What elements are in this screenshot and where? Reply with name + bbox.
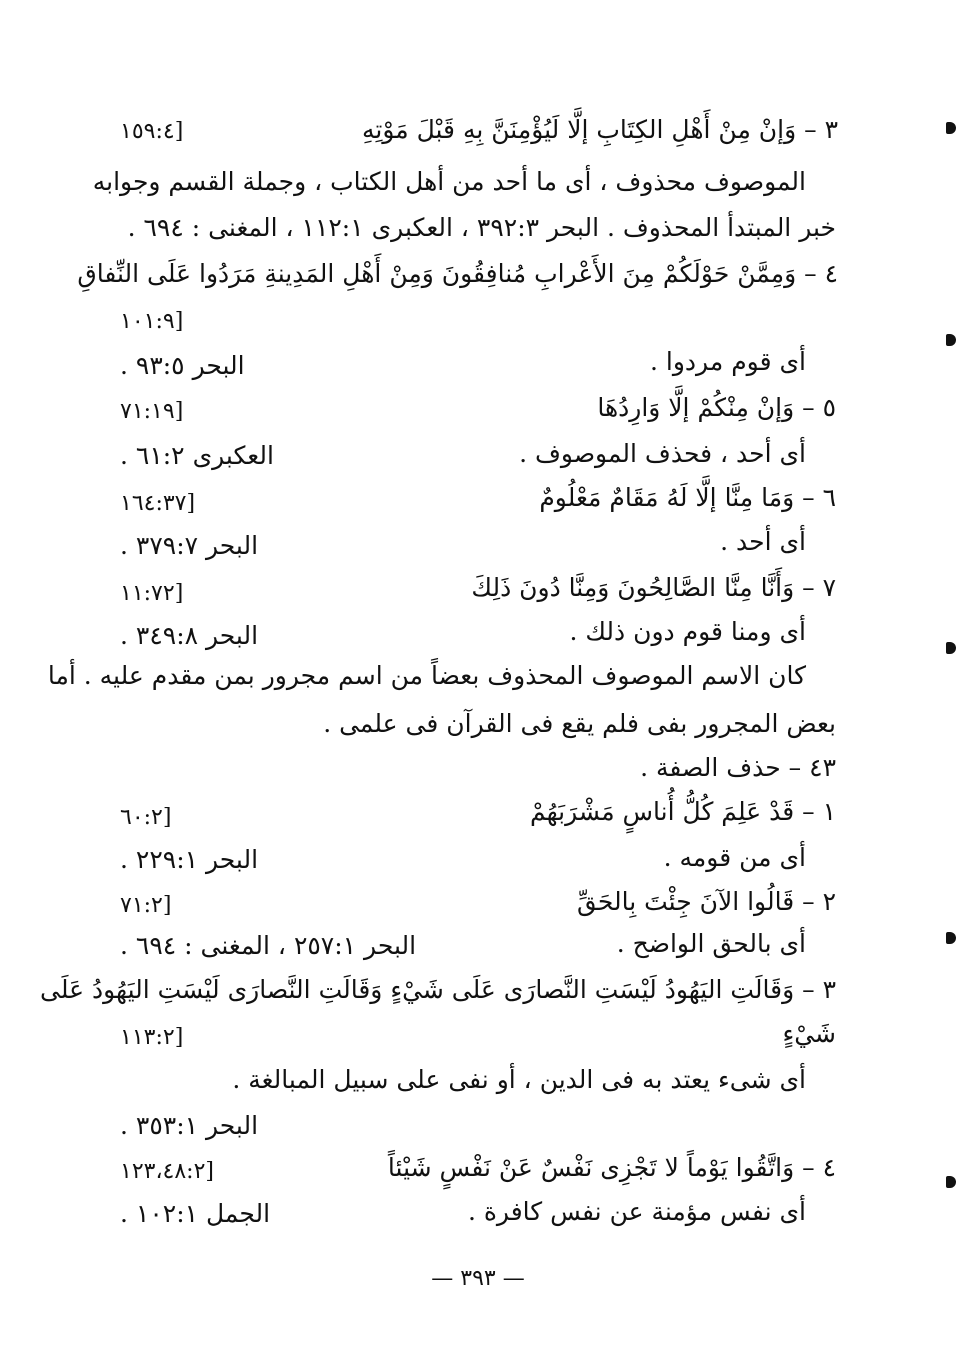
binding-mark xyxy=(946,334,956,346)
verse-6-text: ٦ – وَمَا مِنَّا إلَّا لَهُ مَقَامٌ مَعْلُومٌ xyxy=(539,483,836,512)
binding-mark xyxy=(946,122,956,134)
source-ref: العكبرى ٦١:٢ . xyxy=(120,441,274,470)
section-heading: ٤٣ – حذف الصفة . xyxy=(640,753,836,782)
verse-7-text: ٧ – وَأَنَّا مِنَّا الصَّالِحُونَ وَمِنَّا دُونَ ذَلِكَ xyxy=(471,573,836,602)
verse-3b-text: ٣ – وَقَالَتِ اليَهُودُ لَيْسَتِ النَّصارَى عَلَى شَيْءٍ وَقَالَتِ النَّصارَى لَيْسَتِ اليَهُودُ عَلَى xyxy=(40,975,836,1004)
verse-4-text: ٤ – وَمِمَّنْ حَوْلَكُمْ مِنَ الأَعْرابِ مُنافِقُونَ وَمِنْ أَهْلِ المَدِينةِ مَرَدُوا عَلَى النِّفاقِ xyxy=(77,259,838,288)
source-ref: البحر ٢٢٩:١ . xyxy=(120,845,259,874)
source-ref: البحر ٢٥٧:١ ، المغنى : ٦٩٤ . xyxy=(120,931,417,960)
verse-2-ref: [٧١:٢ xyxy=(120,893,172,918)
verse-1-ref: [٦٠:٢ xyxy=(120,805,172,830)
verse-4b-text: ٤ – وَاتَّقُوا يَوْماً لا تَجْزِى نَفْسٌ عَنْ نَفْسٍ شَيْئاً xyxy=(387,1153,836,1182)
gloss-line: أى أحد . xyxy=(720,527,806,556)
verse-5-ref: [٧١:١٩ xyxy=(120,399,184,424)
verse-6-ref: [١٦٤:٣٧ xyxy=(120,491,196,516)
verse-3-ref: [١٥٩:٤ xyxy=(120,119,184,144)
page-number-text: — ٣٩٣ — xyxy=(431,1266,525,1291)
verse-4-ref: [١٠١:٩ xyxy=(120,309,184,334)
verse-1-text: ١ – قَدْ عَلِمَ كُلُّ أُناسٍ مَشْرَبَهُمْ xyxy=(529,797,836,826)
commentary-line: الموصوف محذوف ، أى ما أحد من أهل الكتاب ، وجملة القسم وجوابه xyxy=(92,167,806,196)
gloss-line: أى بالحق الواضح . xyxy=(616,929,806,958)
page-number xyxy=(0,1266,956,1291)
source-ref: البحر ٣٧٩:٧ . xyxy=(120,531,259,560)
verse-3-text: ٣ – وَإنْ مِنْ أَهْلِ الكِتَابِ إلَّا لَيُؤْمِنَنَّ بِهِ قَبْلَ مَوْتِهِ xyxy=(361,115,838,144)
verse-4b-ref: [١٢٣،٤٨:٢ xyxy=(120,1159,215,1184)
commentary-line: كان الاسم الموصوف المحذوف بعضاً من اسم مجرور بمن مقدم عليه . أما xyxy=(47,661,806,690)
gloss-line: أى قوم مردوا . xyxy=(650,347,806,376)
source-ref: البحر ٣٥٣:١ . xyxy=(120,1111,259,1140)
binding-mark xyxy=(946,1176,956,1188)
source-ref: الجمل ١٠٢:١ . xyxy=(120,1199,271,1228)
gloss-line: أى ومنا قوم دون ذلك . xyxy=(569,617,806,646)
gloss-line: أى من قومه . xyxy=(663,843,806,872)
verse-5-text: ٥ – وَإنْ مِنْكُمْ إلَّا وَارِدُهَا xyxy=(597,393,836,422)
gloss-line: أى أحد ، فحذف الموصوف . xyxy=(519,439,806,468)
verse-3b-ref: [١١٣:٢ xyxy=(120,1025,184,1050)
verse-2-text: ٢ – قَالُوا الآنَ جِئْتَ بِالحَقِّ xyxy=(576,887,836,916)
source-ref: البحر ٣٤٩:٨ . xyxy=(120,621,259,650)
binding-mark xyxy=(946,642,956,654)
binding-mark xyxy=(946,932,956,944)
source-ref: البحر ٩٣:٥ . xyxy=(120,351,245,380)
commentary-line: بعض المجرور بفى فلم يقع فى القرآن فى علمى . xyxy=(323,709,836,738)
gloss-line: أى شىء يعتد به فى الدين ، أو نفى على سبيل المبالغة . xyxy=(232,1065,806,1094)
gloss-line: أى نفس مؤمنة عن نفس كافرة . xyxy=(467,1197,806,1226)
commentary-line: خبر المبتدأ المحذوف . البحر ٣٩٢:٣ ، العكبرى ١١٢:١ ، المغنى : ٦٩٤ . xyxy=(127,213,836,242)
verse-7-ref: [١١:٧٢ xyxy=(120,581,184,606)
verse-3b-continuation: شَيْءٍ xyxy=(782,1019,836,1048)
